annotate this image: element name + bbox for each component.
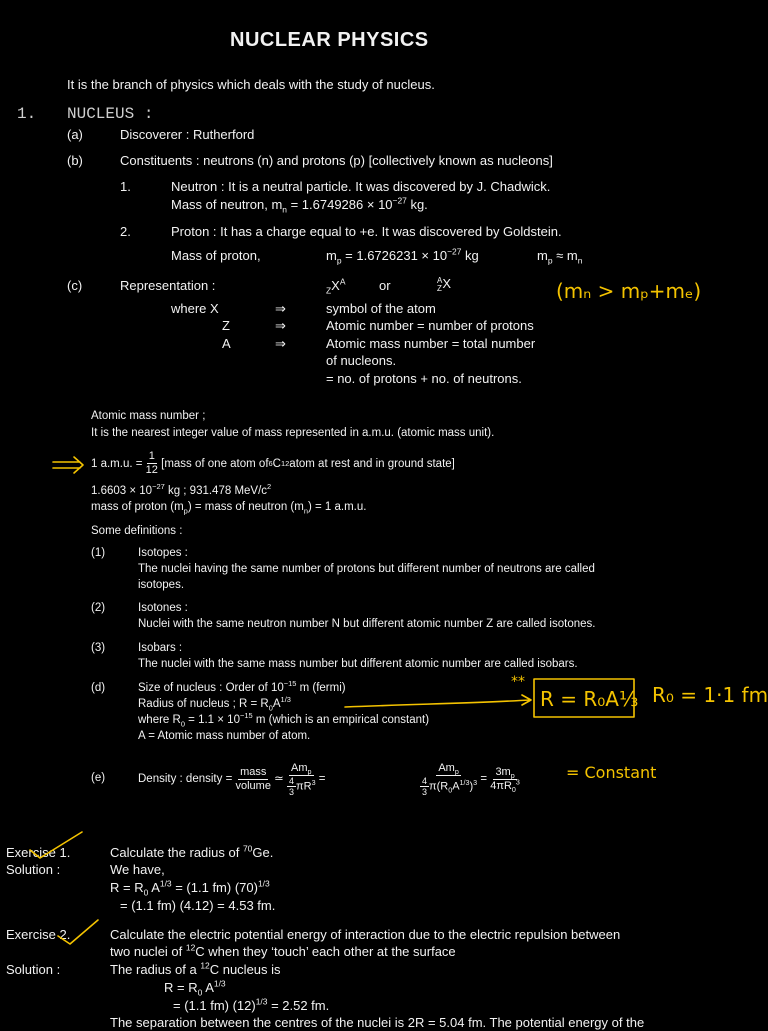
- intro-text: It is the branch of physics which deals with the study of nucleus.: [67, 77, 435, 92]
- item-b2-num: 2.: [120, 224, 131, 239]
- exercise-2-label: Exercise 2.: [6, 927, 71, 942]
- check-mark-icon: [30, 832, 82, 858]
- item-a-text: Discoverer : Rutherford: [120, 127, 255, 142]
- def-2-name: Isotones :: [138, 602, 188, 614]
- exercise-1-step-3: = (1.1 fm) (4.12) = 4.53 fm.: [120, 898, 276, 913]
- item-c-tag: (c): [67, 278, 83, 293]
- exercise-2-step-3: = (1.1 fm) $(12)^{1/3} = 2.52$ fm.: [173, 996, 330, 1013]
- item-a-tag: (a): [67, 127, 83, 142]
- exercise-2-step-4: The separation between the centres of the nuclei is 2R = 5.04 fm. The potential energy of the: [110, 1015, 645, 1030]
- amu-description: It is the nearest integer value of mass represented in a.m.u. (atomic mass unit).: [91, 427, 495, 439]
- def-1-text-2: isotopes.: [138, 579, 185, 591]
- z-definition: Atomic number = number of protons: [326, 318, 534, 333]
- arrow-icon: ⇒: [275, 318, 286, 333]
- proton-mass-label: Mass of proton,: [171, 248, 261, 263]
- definitions-heading: Some definitions :: [91, 525, 183, 537]
- exercise-2-step-1: The radius of a $^{12}$C nucleus is: [110, 960, 281, 977]
- notation-2: A Z X: [437, 275, 452, 293]
- where-z: Z: [222, 318, 230, 333]
- mass-equality: mass of proton $(m_p)$ = mass of neutron $(m_n) = 1$ a.m.u.: [91, 501, 367, 516]
- exercise-1-label: Exercise 1.: [6, 845, 71, 860]
- density-formula: Density : density = $\frac{\text{mass}}{\text{volume}}$ ≃ $Am_p$ $\frac{4}{3}$ $\pi R^3$ =: [138, 761, 326, 797]
- neutron-line: Neutron : It is a neutral particle. It was discovered by J. Chadwick.: [171, 179, 551, 194]
- def-1-text: The nuclei having the same number of protons but different number of neutrons are called: [138, 563, 595, 575]
- stars-note: **: [511, 674, 525, 690]
- def-3-name: Isobars :: [138, 642, 183, 654]
- def-2-text: Nuclei with the same neutron number N but different atomic number Z are called isotones.: [138, 618, 596, 630]
- section-heading: NUCLEUS :: [67, 105, 154, 123]
- def-1-tag: (1): [91, 547, 106, 559]
- r0-value-note: R₀ = 1·1 fm: [652, 683, 768, 707]
- nucleus-radius: Radius of nucleus ; $R = R_0A^{1/3}$: [138, 695, 291, 713]
- a-definition: A = Atomic mass number of atom.: [138, 730, 311, 742]
- density-formula-2: $Am_p$ $\frac{4}{3}$ $\pi(R_0A^{1/3})^3$ = $\frac{3m_p}{4\pi R_0^3}$: [422, 761, 520, 797]
- constant-note: = Constant: [566, 763, 657, 782]
- a-definition-3: = no. of protons + no. of neutrons.: [326, 371, 522, 386]
- r0-definition: where $R_0 = 1.1 \times 10^{-15}$ m (which is an empirical constant): [138, 711, 430, 729]
- boxed-formula-note: R = R₀A⅓: [540, 687, 639, 711]
- def-e-tag: (e): [91, 772, 106, 784]
- def-3-tag: (3): [91, 642, 106, 654]
- item-b-tag: (b): [67, 153, 83, 168]
- exercise-1-step-2: $R = R_0$ $A^{1/3} = (1.1$ fm) $(70)^{1/3}$: [110, 878, 270, 898]
- nucleus-size: Size of nucleus : Order of $10^{-15}$ m (fermi): [138, 679, 346, 694]
- item-b-text: Constituents : neutrons (n) and protons (p) [collectively known as nucleons]: [120, 153, 553, 168]
- amu-definition: 1 a.m.u. = $\frac{1}{12}$ [mass of one atom of 6 C 12 atom at rest and in ground state]: [91, 450, 455, 476]
- amu-heading: Atomic mass number ;: [91, 410, 206, 422]
- proton-line: Proton : It has a charge equal to +e. It was discovered by Goldstein.: [171, 224, 562, 239]
- pointer-arrow-icon: [345, 695, 531, 707]
- or-text: or: [379, 278, 391, 293]
- x-definition: symbol of the atom: [326, 301, 436, 316]
- where-a: A: [222, 336, 231, 351]
- exercise-1-step-1: We have,: [110, 862, 165, 877]
- page-title: NUCLEAR PHYSICS: [230, 29, 429, 51]
- exercise-2-step-2: $R = R_0$ $A^{1/3}$: [164, 978, 226, 998]
- item-c-label: Representation :: [120, 278, 216, 293]
- arrow-icon: ⇒: [275, 336, 286, 351]
- highlight-arrow-icon: [53, 457, 83, 473]
- mass-compare: $m_p \approx m_n$: [537, 248, 583, 266]
- def-1-name: Isotopes :: [138, 547, 188, 559]
- def-3-text: The nuclei with the same mass number but different atomic number are called isobars.: [138, 658, 578, 670]
- def-d-tag: (d): [91, 682, 106, 694]
- mass-relation-note: (mₙ > mₚ+mₑ): [556, 279, 702, 303]
- exercise-1-solution-label: Solution :: [6, 862, 61, 877]
- exercise-2-question-1: Calculate the electric potential energy of interaction due to the electric repulsion between: [110, 927, 621, 942]
- where-x: where X: [171, 301, 219, 316]
- exercise-2-question-2: two nuclei of $^{12}$C when they ‘touch’ each other at the surface: [110, 942, 456, 959]
- def-2-tag: (2): [91, 602, 106, 614]
- proton-mass-value: $m_p = 1.6726231 \times 10^{-27}$ kg: [326, 246, 479, 266]
- check-mark-icon: [58, 920, 98, 944]
- a-definition-1: Atomic mass number = total number: [326, 336, 536, 351]
- section-number: 1.: [17, 105, 37, 123]
- arrow-icon: ⇒: [275, 301, 286, 316]
- exercise-1-question: Calculate the radius of $^{70}$Ge.: [110, 843, 274, 860]
- exercise-2-solution-label: Solution :: [6, 962, 61, 977]
- item-b1-num: 1.: [120, 179, 131, 194]
- notation-1: $_ZX^A$: [326, 276, 346, 296]
- a-definition-2: of nucleons.: [326, 353, 397, 368]
- neutron-mass: Mass of neutron, $m_n = 1.6749286 \times 10^{-27}$ kg.: [171, 195, 428, 215]
- amu-value: $1.6603 \times 10^{-27}$ kg ; 931.478 MeV/$c^2$: [91, 482, 272, 497]
